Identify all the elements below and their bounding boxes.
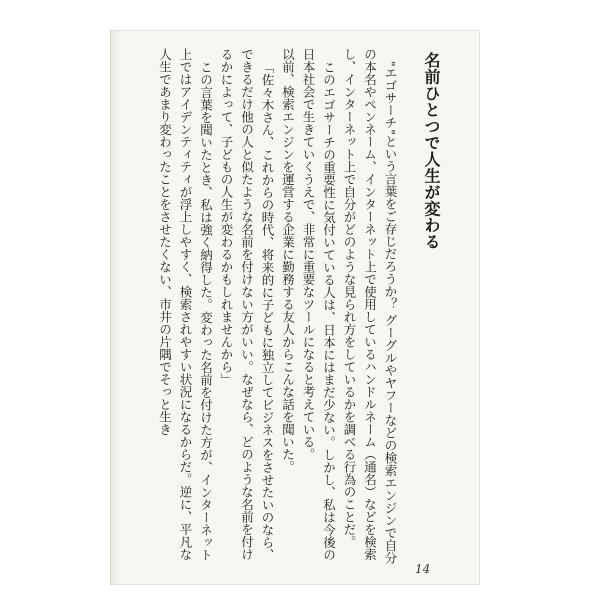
book-page xyxy=(110,30,480,585)
paragraph: 「佐々木さん、これからの時代、将来的に子どもに独立してビジネスをさせたいのなら、できるだけ他の人と似たような名前を付けない方がいい。なぜなら、どのような名前を付けるかによって、子どもの人生が変わるかもしれませんから」 xyxy=(219,48,275,561)
paragraph: 以前、検索エンジンを運営する企業に勤務する友人からこんな話を聞いた。 xyxy=(280,48,296,473)
paragraph: この言葉を聞いたとき、私は強く納得した。変わった名前を付けた方が、インターネット上ではアイデンティティが浮上しやすく、検索されやすい状況になるからだ。逆に、平凡な人生であまり変わったことをさせたくない、市井の片隅でそっと生き xyxy=(157,48,214,561)
page-number: 14 xyxy=(415,562,431,576)
paragraph: このエゴサーチの重要性に気付いている人は、日本にはまだ少ない。しかし、私は今後の日本社会で生きていくうえで、非常に重要なツールになると考えている。 xyxy=(301,48,337,561)
paragraph: "エゴサーチ"という言葉をご存じだろうか？ グーグルやヤフーなどの検索エンジンで自分の本名やペンネーム、インターネット上で使用しているハンドルネーム（通名）などを検索し、インターネット上で自分がどのような見られ方をしているかを調べる行為のことだ。 xyxy=(342,48,398,564)
body-text xyxy=(110,48,400,568)
chapter-heading: 名前ひとつで人生が変わる xyxy=(422,52,441,250)
